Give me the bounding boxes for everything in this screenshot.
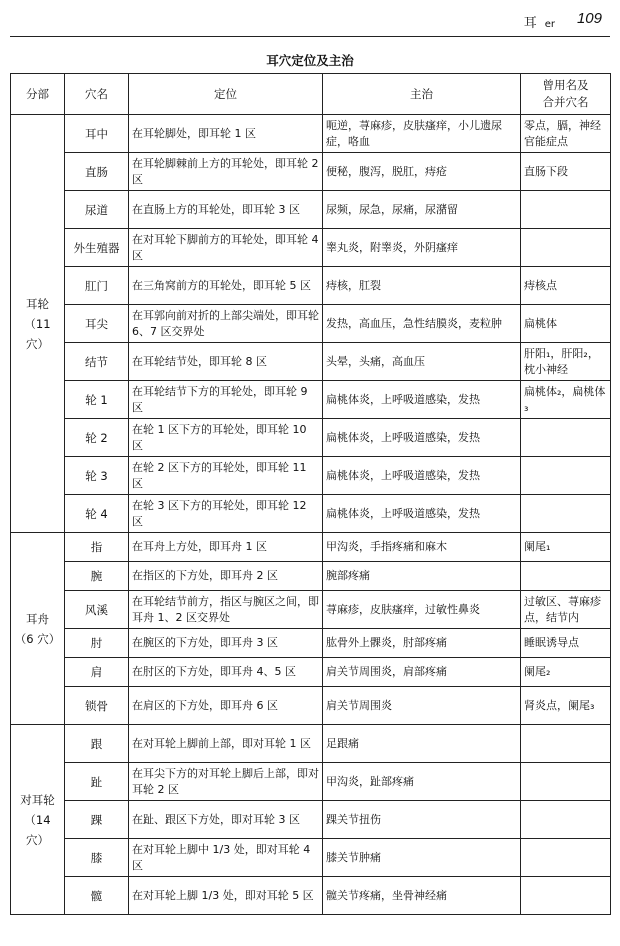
location-cell: 在对耳轮上脚 1/3 处，即对耳轮 5 区 — [129, 877, 323, 915]
indication-cell: 扁桃体炎，上呼吸道感染，发热 — [323, 419, 521, 457]
alias-cell: 肾炎点，阑尾₃ — [521, 687, 611, 725]
table-row — [11, 801, 611, 839]
alias-cell: 过敏区、荨麻疹点，结节内 — [521, 591, 611, 629]
indication-cell: 尿频，尿急，尿痛，尿潴留 — [323, 191, 521, 229]
table-row — [11, 419, 611, 457]
location-cell: 在耳尖下方的对耳轮上脚后上部，即对耳轮 2 区 — [129, 763, 323, 801]
point-name-cell: 尿道 — [65, 191, 129, 229]
indication-cell: 膝关节肿痛 — [323, 839, 521, 877]
point-name-cell: 耳中 — [65, 115, 129, 153]
alias-cell — [521, 191, 611, 229]
header-point: 穴名 — [65, 74, 129, 115]
alias-cell: 扁桃体₂，扁桃体₃ — [521, 381, 611, 419]
alias-cell: 肝阳₁，肝阳₂，枕小神经 — [521, 343, 611, 381]
location-cell: 在耳轮结节下方的耳轮处，即耳轮 9 区 — [129, 381, 323, 419]
section-count: （6 穴） — [14, 631, 61, 646]
running-title-cn: 耳 — [523, 16, 537, 31]
table-row — [11, 153, 611, 191]
location-cell: 在耳舟上方处，即耳舟 1 区 — [129, 533, 323, 562]
indication-cell: 腕部疼痛 — [323, 562, 521, 591]
indication-cell: 便秘，腹泻，脱肛，痔疮 — [323, 153, 521, 191]
point-name-cell: 肛门 — [65, 267, 129, 305]
table-row — [11, 562, 611, 591]
indication-cell: 足跟痛 — [323, 725, 521, 763]
point-name-cell: 结节 — [65, 343, 129, 381]
point-name-cell: 跟 — [65, 725, 129, 763]
point-name-cell: 腕 — [65, 562, 129, 591]
location-cell: 在轮 3 区下方的耳轮处，即耳轮 12 区 — [129, 495, 323, 533]
location-cell: 在轮 2 区下方的耳轮处，即耳轮 11 区 — [129, 457, 323, 495]
alias-cell: 阑尾₂ — [521, 658, 611, 687]
alias-cell — [521, 562, 611, 591]
indication-cell: 发热，高血压，急性结膜炎，麦粒肿 — [323, 305, 521, 343]
point-name-cell: 踝 — [65, 801, 129, 839]
table-row — [11, 629, 611, 658]
acupoint-table — [10, 73, 611, 915]
section-count: （11 穴） — [24, 316, 51, 351]
point-name-cell: 肩 — [65, 658, 129, 687]
indication-cell: 呃逆，荨麻疹，皮肤瘙痒，小儿遗尿症，咯血 — [323, 115, 521, 153]
table-row — [11, 457, 611, 495]
header-indication: 主治 — [323, 74, 521, 115]
table-body — [11, 115, 611, 915]
indication-cell: 头晕，头痛，高血压 — [323, 343, 521, 381]
indication-cell: 肩关节周围炎，肩部疼痛 — [323, 658, 521, 687]
point-name-cell: 膝 — [65, 839, 129, 877]
indication-cell: 睾丸炎，附睾炎，外阴瘙痒 — [323, 229, 521, 267]
alias-cell: 痔核点 — [521, 267, 611, 305]
indication-cell: 甲沟炎，趾部疼痛 — [323, 763, 521, 801]
location-cell: 在轮 1 区下方的耳轮处，即耳轮 10 区 — [129, 419, 323, 457]
point-name-cell: 锁骨 — [65, 687, 129, 725]
indication-cell: 踝关节扭伤 — [323, 801, 521, 839]
alias-cell — [521, 763, 611, 801]
point-name-cell: 轮 3 — [65, 457, 129, 495]
table-row — [11, 533, 611, 562]
indication-cell: 甲沟炎，手指疼痛和麻木 — [323, 533, 521, 562]
indication-cell: 荨麻疹，皮肤瘙痒，过敏性鼻炎 — [323, 591, 521, 629]
table-row — [11, 343, 611, 381]
table-row — [11, 658, 611, 687]
section-count: （14 穴） — [24, 812, 51, 847]
location-cell: 在腕区的下方处，即耳舟 3 区 — [129, 629, 323, 658]
table-row — [11, 267, 611, 305]
point-name-cell: 轮 2 — [65, 419, 129, 457]
table-title: 耳穴定位及主治 — [266, 53, 354, 68]
location-cell: 在对耳轮下脚前方的耳轮处，即耳轮 4 区 — [129, 229, 323, 267]
point-name-cell: 肘 — [65, 629, 129, 658]
location-cell: 在指区的下方处，即耳舟 2 区 — [129, 562, 323, 591]
point-name-cell: 风溪 — [65, 591, 129, 629]
table-row — [11, 381, 611, 419]
location-cell: 在耳轮结节前方，指区与腕区之间，即耳舟 1、2 区交界处 — [129, 591, 323, 629]
header-location: 定位 — [129, 74, 323, 115]
alias-cell: 直肠下段 — [521, 153, 611, 191]
point-name-cell: 轮 4 — [65, 495, 129, 533]
location-cell: 在耳轮结节处，即耳轮 8 区 — [129, 343, 323, 381]
section-name: 耳舟 — [26, 611, 49, 626]
table-row — [11, 191, 611, 229]
point-name-cell: 指 — [65, 533, 129, 562]
table-row — [11, 115, 611, 153]
running-title — [524, 12, 555, 31]
table-row — [11, 229, 611, 267]
location-cell: 在三角窝前方的耳轮处，即耳轮 5 区 — [129, 267, 323, 305]
point-name-cell: 髋 — [65, 877, 129, 915]
running-title-en: er — [544, 19, 555, 30]
indication-cell: 髋关节疼痛，坐骨神经痛 — [323, 877, 521, 915]
table-row — [11, 495, 611, 533]
page-number: 109 — [576, 10, 602, 27]
indication-cell: 扁桃体炎，上呼吸道感染，发热 — [323, 495, 521, 533]
header-alias-line1: 曾用名及 — [542, 78, 589, 92]
location-cell: 在趾、跟区下方处，即对耳轮 3 区 — [129, 801, 323, 839]
point-name-cell: 趾 — [65, 763, 129, 801]
alias-cell — [521, 801, 611, 839]
alias-cell — [521, 839, 611, 877]
point-name-cell: 外生殖器 — [65, 229, 129, 267]
header-part: 分部 — [11, 74, 65, 115]
header-alias — [521, 74, 611, 115]
location-cell: 在耳郭向前对折的上部尖端处，即耳轮 6、7 区交界处 — [129, 305, 323, 343]
table-row — [11, 687, 611, 725]
table-row — [11, 305, 611, 343]
section-name: 对耳轮 — [20, 792, 55, 807]
point-name-cell: 轮 1 — [65, 381, 129, 419]
alias-cell: 阑尾₁ — [521, 533, 611, 562]
header-alias-line2: 合并穴名 — [542, 95, 589, 109]
section-name: 耳轮 — [26, 296, 49, 311]
indication-cell: 肱骨外上髁炎，肘部疼痛 — [323, 629, 521, 658]
table-row — [11, 725, 611, 763]
alias-cell — [521, 495, 611, 533]
table-row — [11, 591, 611, 629]
table-row — [11, 763, 611, 801]
indication-cell: 痔核，肛裂 — [323, 267, 521, 305]
alias-cell — [521, 725, 611, 763]
point-name-cell: 直肠 — [65, 153, 129, 191]
table-row — [11, 839, 611, 877]
indication-cell: 扁桃体炎，上呼吸道感染，发热 — [323, 381, 521, 419]
alias-cell: 睡眠诱导点 — [521, 629, 611, 658]
alias-cell — [521, 457, 611, 495]
alias-cell — [521, 419, 611, 457]
location-cell: 在耳轮脚处，即耳轮 1 区 — [129, 115, 323, 153]
section-part-cell — [11, 115, 65, 533]
point-name-cell: 耳尖 — [65, 305, 129, 343]
alias-cell — [521, 877, 611, 915]
location-cell: 在对耳轮上脚中 1/3 处，即对耳轮 4 区 — [129, 839, 323, 877]
indication-cell: 肩关节周围炎 — [323, 687, 521, 725]
section-part-cell — [11, 725, 65, 915]
alias-cell: 扁桃体 — [521, 305, 611, 343]
location-cell: 在肩区的下方处，即耳舟 6 区 — [129, 687, 323, 725]
page-header — [10, 0, 610, 37]
alias-cell — [521, 229, 611, 267]
location-cell: 在耳轮脚棘前上方的耳轮处，即耳轮 2 区 — [129, 153, 323, 191]
location-cell: 在直肠上方的耳轮处，即耳轮 3 区 — [129, 191, 323, 229]
alias-cell: 零点，膈，神经官能症点 — [521, 115, 611, 153]
table-row — [11, 877, 611, 915]
table-header-row — [11, 74, 611, 115]
section-part-cell — [11, 533, 65, 725]
indication-cell: 扁桃体炎，上呼吸道感染，发热 — [323, 457, 521, 495]
location-cell: 在肘区的下方处，即耳舟 4、5 区 — [129, 658, 323, 687]
location-cell: 在对耳轮上脚前上部，即对耳轮 1 区 — [129, 725, 323, 763]
